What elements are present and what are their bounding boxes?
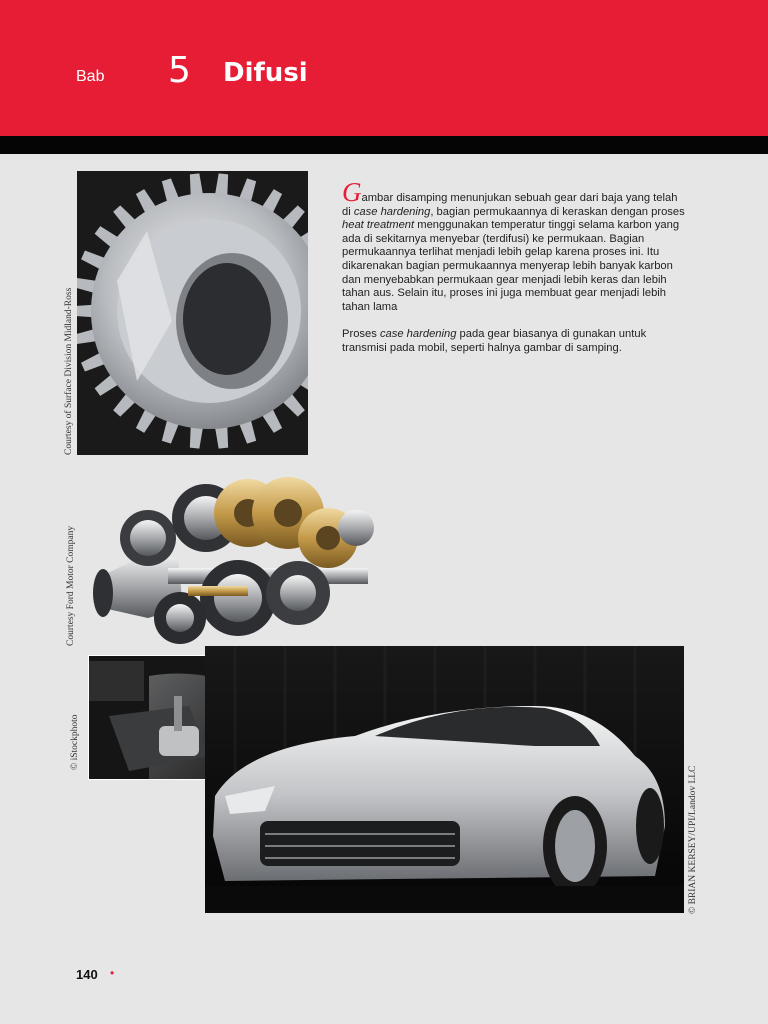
- gear-photo: [77, 171, 308, 455]
- car-photo-credit: © BRIAN KERSEY/UPI/Landov LLC: [688, 765, 698, 914]
- page-number: 140: [76, 967, 98, 982]
- chapter-banner: [0, 0, 768, 136]
- chapter-label: Bab: [76, 68, 105, 85]
- banner-rule: [0, 136, 768, 154]
- paragraph-1-text: ambar disamping menunjukan sebuah gear dari baja yang telah di case hardening, bagian permukaannya di keraskan dengan proses heat treatment menggunakan temperatur tinggi selama karbon yang ada di sekitarnya menyebar (terdifusi) ke permukaan. Bagian permukaannya terlihat menjadi lebih gelap karena proses ini. Itu dikarenakan bagian permukaannya menyerap lebih banyak karbon dan menyebabkan permukaan gear menjadi lebih keras dan lebih tahan aus. Selain itu, proses ini juga membuat gear menjadi lebih tahan lama: [342, 192, 685, 313]
- article-body: [342, 177, 688, 356]
- interior-photo-credit: © iStockphoto: [70, 714, 80, 770]
- page-bullet: •: [110, 966, 115, 980]
- drop-cap: G: [342, 177, 362, 207]
- chapter-number: 5: [168, 50, 191, 91]
- paragraph-2: Proses case hardening pada gear biasanya di gunakan untuk transmisi pada mobil, seperti halnya gambar di samping.: [342, 328, 647, 354]
- paragraph-1: [342, 177, 688, 314]
- gearbox-photo-credit: Courtesy Ford Motor Company: [66, 525, 76, 646]
- gear-photo-credit: Courtesy of Surface Division Midland-Ross: [64, 287, 74, 455]
- gearbox-photo: [88, 458, 388, 653]
- car-photo: [205, 646, 684, 913]
- chapter-title: Difusi: [223, 58, 308, 88]
